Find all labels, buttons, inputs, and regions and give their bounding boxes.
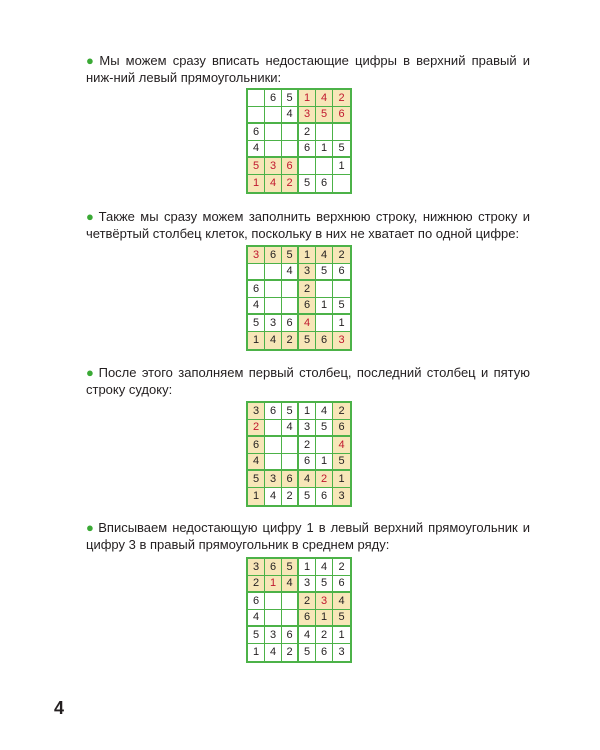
sudoku-cell xyxy=(282,593,299,610)
sudoku-cell: 3 xyxy=(333,488,350,505)
step-2-text xyxy=(86,208,530,242)
step-text: Вписываем недостающую цифру 1 в левый верхний прямоугольник и цифру 3 в правый прямоугольник в среднем ряду: xyxy=(86,520,530,552)
sudoku-cell xyxy=(316,315,333,332)
sudoku-cell: 1 xyxy=(333,471,350,488)
sudoku-cell: 3 xyxy=(299,107,316,124)
sudoku-cell xyxy=(333,281,350,298)
sudoku-cell: 6 xyxy=(333,420,350,437)
sudoku-cell: 5 xyxy=(282,247,299,264)
sudoku-cell: 1 xyxy=(248,488,265,505)
sudoku-cell: 4 xyxy=(299,627,316,644)
sudoku-cell: 1 xyxy=(299,90,316,107)
sudoku-cell: 5 xyxy=(282,90,299,107)
sudoku-cell: 2 xyxy=(282,488,299,505)
sudoku-cell: 5 xyxy=(282,403,299,420)
sudoku-cell: 5 xyxy=(299,175,316,192)
sudoku-cell: 6 xyxy=(299,610,316,627)
sudoku-grid-1 xyxy=(246,88,352,194)
sudoku-cell: 4 xyxy=(316,403,333,420)
sudoku-cell: 1 xyxy=(265,576,282,593)
grid xyxy=(246,401,352,507)
sudoku-cell xyxy=(282,281,299,298)
sudoku-cell: 5 xyxy=(333,298,350,315)
sudoku-cell: 6 xyxy=(248,124,265,141)
sudoku-cell xyxy=(299,158,316,175)
sudoku-cell: 6 xyxy=(316,488,333,505)
sudoku-cell xyxy=(265,107,282,124)
sudoku-cell: 2 xyxy=(299,437,316,454)
bullet-icon: ● xyxy=(86,365,96,380)
sudoku-cell: 2 xyxy=(333,90,350,107)
sudoku-cell xyxy=(265,124,282,141)
sudoku-cell: 5 xyxy=(248,627,265,644)
sudoku-cell: 6 xyxy=(248,437,265,454)
sudoku-cell xyxy=(248,90,265,107)
sudoku-cell: 6 xyxy=(333,264,350,281)
sudoku-cell: 2 xyxy=(299,124,316,141)
sudoku-cell: 2 xyxy=(248,420,265,437)
grid xyxy=(246,88,352,194)
sudoku-cell xyxy=(265,141,282,158)
sudoku-cell: 5 xyxy=(248,471,265,488)
step-text: После этого заполняем первый столбец, последний столбец и пятую строку судоку: xyxy=(86,365,530,397)
sudoku-cell xyxy=(282,610,299,627)
sudoku-cell: 6 xyxy=(316,644,333,661)
sudoku-cell: 4 xyxy=(248,610,265,627)
sudoku-cell: 6 xyxy=(299,298,316,315)
sudoku-cell xyxy=(248,264,265,281)
sudoku-cell xyxy=(265,437,282,454)
sudoku-cell: 3 xyxy=(299,264,316,281)
sudoku-cell: 3 xyxy=(316,593,333,610)
sudoku-cell: 6 xyxy=(265,403,282,420)
sudoku-cell: 1 xyxy=(333,627,350,644)
grid xyxy=(246,557,352,663)
sudoku-cell: 2 xyxy=(282,644,299,661)
sudoku-cell: 1 xyxy=(316,454,333,471)
sudoku-cell: 4 xyxy=(316,247,333,264)
sudoku-cell: 1 xyxy=(299,403,316,420)
sudoku-cell: 1 xyxy=(248,175,265,192)
sudoku-cell: 1 xyxy=(248,332,265,349)
sudoku-cell: 1 xyxy=(316,298,333,315)
sudoku-cell xyxy=(282,454,299,471)
sudoku-cell xyxy=(265,281,282,298)
sudoku-cell: 5 xyxy=(282,559,299,576)
sudoku-cell: 2 xyxy=(333,247,350,264)
sudoku-cell: 2 xyxy=(282,332,299,349)
sudoku-cell: 4 xyxy=(282,420,299,437)
sudoku-cell: 4 xyxy=(248,454,265,471)
sudoku-cell: 5 xyxy=(316,420,333,437)
sudoku-cell xyxy=(265,420,282,437)
sudoku-cell: 3 xyxy=(333,332,350,349)
sudoku-cell: 6 xyxy=(265,90,282,107)
sudoku-cell: 5 xyxy=(316,264,333,281)
sudoku-cell: 6 xyxy=(333,107,350,124)
sudoku-cell: 4 xyxy=(282,264,299,281)
sudoku-cell xyxy=(316,437,333,454)
sudoku-cell: 4 xyxy=(282,107,299,124)
sudoku-cell: 6 xyxy=(282,158,299,175)
bullet-icon: ● xyxy=(86,53,97,68)
sudoku-cell: 4 xyxy=(265,175,282,192)
sudoku-cell xyxy=(265,610,282,627)
sudoku-cell: 1 xyxy=(333,158,350,175)
sudoku-cell: 1 xyxy=(316,141,333,158)
sudoku-cell xyxy=(316,124,333,141)
sudoku-cell: 2 xyxy=(282,175,299,192)
sudoku-cell: 6 xyxy=(299,454,316,471)
sudoku-cell xyxy=(265,298,282,315)
sudoku-cell xyxy=(265,264,282,281)
step-text: Мы можем сразу вписать недостающие цифры в верхний правый и ниж-ний левый прямоугольники: xyxy=(86,53,530,85)
grid xyxy=(246,245,352,351)
sudoku-cell: 6 xyxy=(282,315,299,332)
sudoku-cell: 3 xyxy=(265,158,282,175)
sudoku-cell: 3 xyxy=(248,559,265,576)
sudoku-cell: 5 xyxy=(333,141,350,158)
sudoku-cell: 3 xyxy=(265,315,282,332)
sudoku-cell: 2 xyxy=(316,627,333,644)
sudoku-cell: 2 xyxy=(316,471,333,488)
sudoku-cell: 3 xyxy=(265,471,282,488)
sudoku-cell: 3 xyxy=(333,644,350,661)
sudoku-cell: 4 xyxy=(265,332,282,349)
sudoku-cell: 4 xyxy=(299,471,316,488)
sudoku-cell: 4 xyxy=(282,576,299,593)
sudoku-cell: 4 xyxy=(333,593,350,610)
sudoku-cell: 3 xyxy=(248,403,265,420)
sudoku-cell: 2 xyxy=(333,403,350,420)
sudoku-cell: 1 xyxy=(248,644,265,661)
sudoku-cell: 6 xyxy=(282,471,299,488)
sudoku-cell: 1 xyxy=(333,315,350,332)
sudoku-cell xyxy=(282,437,299,454)
sudoku-cell xyxy=(316,158,333,175)
sudoku-grid-3 xyxy=(246,401,352,507)
sudoku-cell: 6 xyxy=(333,576,350,593)
sudoku-cell: 6 xyxy=(316,175,333,192)
sudoku-cell: 6 xyxy=(248,281,265,298)
sudoku-cell: 6 xyxy=(299,141,316,158)
sudoku-cell xyxy=(316,281,333,298)
sudoku-cell xyxy=(282,141,299,158)
sudoku-cell: 2 xyxy=(299,281,316,298)
sudoku-cell xyxy=(282,298,299,315)
sudoku-cell: 6 xyxy=(265,247,282,264)
sudoku-cell: 5 xyxy=(299,332,316,349)
sudoku-cell: 6 xyxy=(282,627,299,644)
sudoku-cell: 4 xyxy=(248,298,265,315)
sudoku-grid-4 xyxy=(246,557,352,663)
sudoku-cell: 5 xyxy=(316,107,333,124)
sudoku-cell: 2 xyxy=(299,593,316,610)
page-number: 4 xyxy=(54,698,65,718)
sudoku-cell: 1 xyxy=(299,247,316,264)
sudoku-cell: 3 xyxy=(248,247,265,264)
sudoku-cell: 4 xyxy=(333,437,350,454)
sudoku-cell xyxy=(333,124,350,141)
sudoku-cell xyxy=(265,454,282,471)
sudoku-cell: 1 xyxy=(299,559,316,576)
sudoku-cell xyxy=(265,593,282,610)
sudoku-cell: 3 xyxy=(265,627,282,644)
bullet-icon: ● xyxy=(86,209,96,224)
sudoku-cell xyxy=(248,107,265,124)
sudoku-cell: 3 xyxy=(299,576,316,593)
sudoku-grid-2 xyxy=(246,245,352,351)
step-3-text xyxy=(86,364,530,398)
sudoku-cell: 2 xyxy=(333,559,350,576)
sudoku-cell: 6 xyxy=(248,593,265,610)
sudoku-cell: 1 xyxy=(316,610,333,627)
sudoku-cell: 5 xyxy=(333,454,350,471)
sudoku-cell: 5 xyxy=(248,315,265,332)
sudoku-cell: 4 xyxy=(299,315,316,332)
sudoku-cell: 6 xyxy=(316,332,333,349)
sudoku-cell: 5 xyxy=(299,488,316,505)
sudoku-cell: 5 xyxy=(333,610,350,627)
sudoku-cell: 5 xyxy=(316,576,333,593)
sudoku-cell: 4 xyxy=(248,141,265,158)
sudoku-cell xyxy=(333,175,350,192)
sudoku-cell: 3 xyxy=(299,420,316,437)
step-4-text xyxy=(86,519,530,553)
sudoku-cell: 5 xyxy=(248,158,265,175)
sudoku-cell: 4 xyxy=(265,644,282,661)
step-1-text xyxy=(86,52,530,86)
sudoku-cell: 4 xyxy=(265,488,282,505)
sudoku-cell: 2 xyxy=(248,576,265,593)
step-text: Также мы сразу можем заполнить верхнюю строку, нижнюю строку и четвёртый столбец клеток, поскольку в них не хватает по одной цифре: xyxy=(86,209,530,241)
bullet-icon: ● xyxy=(86,520,96,535)
sudoku-cell: 4 xyxy=(316,90,333,107)
sudoku-cell: 4 xyxy=(316,559,333,576)
sudoku-cell xyxy=(282,124,299,141)
sudoku-cell: 5 xyxy=(299,644,316,661)
sudoku-cell: 6 xyxy=(265,559,282,576)
